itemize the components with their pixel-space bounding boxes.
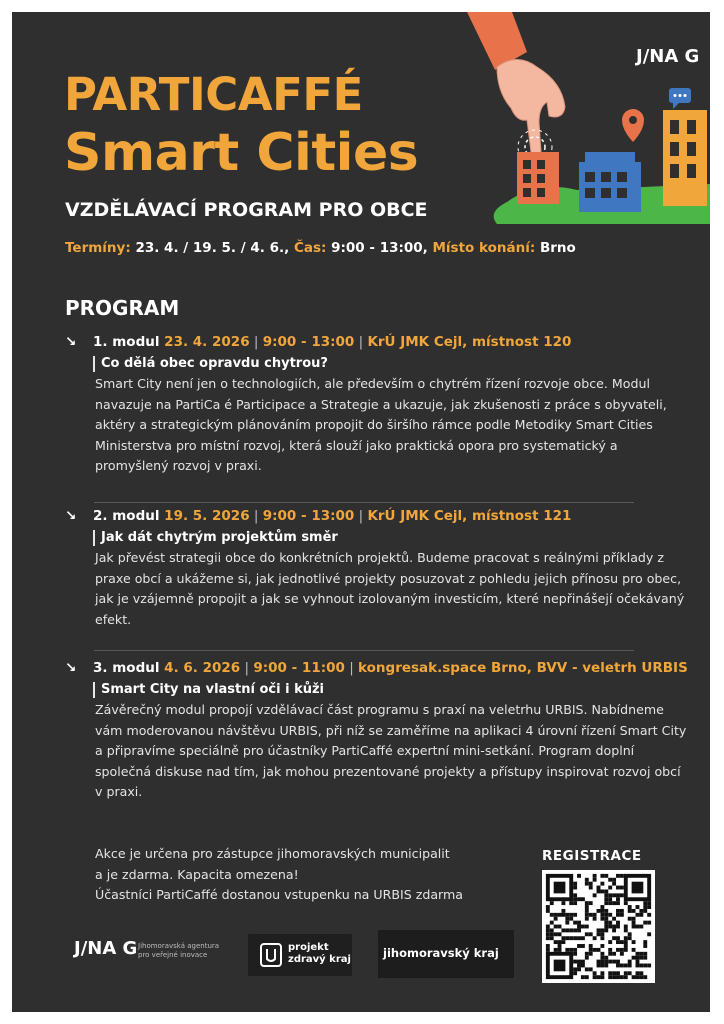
program-heading: PROGRAM — [65, 296, 180, 320]
place-value: Brno — [539, 240, 576, 256]
jihomoravsky-kraj-logo — [378, 930, 514, 978]
jina-tagline — [138, 942, 219, 960]
module-subtitle: Co dělá obec opravdu chytrou? — [93, 356, 690, 372]
place-label: Místo konání: — [432, 240, 536, 256]
module-number: 2. modul — [93, 508, 160, 524]
module-location: kongresak.space Brno, BVV - veletrh URBIS — [358, 660, 688, 676]
footer-line-1: Akce je určena pro zástupce jihomoravských municipalit — [95, 846, 450, 861]
module-header — [65, 660, 690, 676]
time-label: Čas: — [293, 240, 327, 256]
jina-logo: J/NA G — [74, 938, 138, 959]
module-date: 23. 4. 2026 — [164, 334, 250, 350]
terms-dates: 23. 4. / 19. 5. / 4. 6., — [135, 240, 290, 256]
module-date: 19. 5. 2026 — [164, 508, 250, 524]
divider — [94, 650, 634, 651]
module-location: KrÚ JMK Cejl, místnost 121 — [367, 508, 572, 524]
jmk-text: jihomoravský kraj — [383, 946, 499, 960]
footer-line-3: Účastníci PartiCaffé dostanou vstupenku na URBIS zdarma — [95, 887, 463, 902]
module-description: Jak převést strategii obce do konkrétních projektů. Budeme pracovat s reálnými příklady z praxe obcí a ukážeme si, jak jednotlivé projekty posuzovat z pohledu jejich přínosu pro obec, jak je vzájemně propojit a jak se vyhnout izolovaným investicím, které nepřinášejí očekávaný efekt. — [95, 550, 685, 627]
module-description: Smart City není jen o technologiích, ale především o chytrém řízení rozvoje obce. Modul navazuje na PartiCa é Participace a Strategie a ukazuje, jak zkušenosti z práce s obyvateli, aktéry a strategickým plánováním propojit do širšího rámce podle Metodiky Smart Cities Ministerstva pro místní rozvoj, která slouží jako praktická opora pro systematický a promyšlený rozvoj v praxi. — [95, 376, 667, 473]
module-description: Závěrečný modul propojí vzdělávací část programu s praxí na veletrhu URBIS. Nabídneme vám moderovanou návštěvu URBIS, při níž se zaměříme na aplikaci 4 úrovní řízení Smart City a připravíme speciálně pro účastníky PartiCaffé expertní mini-setkání. Program doplní společná diskuse nad tím, jak mohou prezentované projekty a přístupy inspirovat rozvoj obcí v praxi. — [95, 702, 687, 799]
jina-logo-top: J/NA G — [636, 46, 700, 67]
module-number: 1. modul — [93, 334, 160, 350]
module-number: 3. modul — [93, 660, 160, 676]
title-line-1: PARTICAFFÉ — [64, 68, 363, 121]
separator: | — [249, 334, 263, 350]
pzk-text-line-2: zdravý kraj — [288, 954, 351, 965]
jina-tagline-line-1: Jihomoravská agentura — [138, 942, 220, 950]
yellow-tower — [663, 110, 707, 206]
footer-info — [95, 844, 463, 906]
projekt-zdravy-kraj-logo — [248, 934, 352, 976]
arrow-down-right-icon: ↘ — [65, 660, 77, 676]
separator: | — [354, 334, 368, 350]
title-line-2: Smart Cities — [64, 123, 419, 183]
pzk-text-line-1: projekt — [288, 942, 329, 953]
module-header — [65, 334, 690, 350]
blue-building — [579, 162, 641, 212]
heart-hands-icon — [260, 943, 282, 967]
separator: | — [354, 508, 368, 524]
module-subtitle: Jak dát chytrým projektům směr — [93, 530, 690, 546]
module-time: 9:00 - 11:00 — [253, 660, 345, 676]
module-3 — [65, 660, 690, 803]
map-pin-icon — [622, 109, 644, 142]
separator: | — [249, 508, 263, 524]
module-subtitle: Smart City na vlastní oči i kůži — [93, 682, 690, 698]
hand-shape — [497, 60, 565, 157]
divider — [94, 502, 634, 503]
registration-label: REGISTRACE — [542, 848, 642, 864]
jina-tagline-line-2: pro veřejné inovace — [138, 951, 208, 959]
registration-qr-code[interactable] — [542, 870, 655, 983]
smart-city-illustration — [467, 12, 710, 227]
module-time: 9:00 - 13:00 — [262, 334, 355, 350]
poster — [12, 12, 710, 1012]
terms-line — [65, 240, 576, 256]
module-time: 9:00 - 13:00 — [262, 508, 355, 524]
subtitle: VZDĚLÁVACÍ PROGRAM PRO OBCE — [65, 199, 428, 221]
module-2 — [65, 508, 690, 630]
module-location: KrÚ JMK Cejl, místnost 120 — [367, 334, 572, 350]
terms-label: Termíny: — [65, 240, 131, 256]
pzk-text — [288, 942, 351, 966]
footer-line-2: a je zdarma. Kapacita omezena! — [95, 866, 299, 882]
module-header — [65, 508, 690, 524]
time-value: 9:00 - 13:00, — [331, 240, 428, 256]
arrow-down-right-icon: ↘ — [65, 508, 77, 524]
arrow-down-right-icon: ↘ — [65, 334, 77, 350]
module-date: 4. 6. 2026 — [164, 660, 241, 676]
separator: | — [344, 660, 359, 676]
separator: | — [240, 660, 254, 676]
module-1 — [65, 334, 690, 477]
